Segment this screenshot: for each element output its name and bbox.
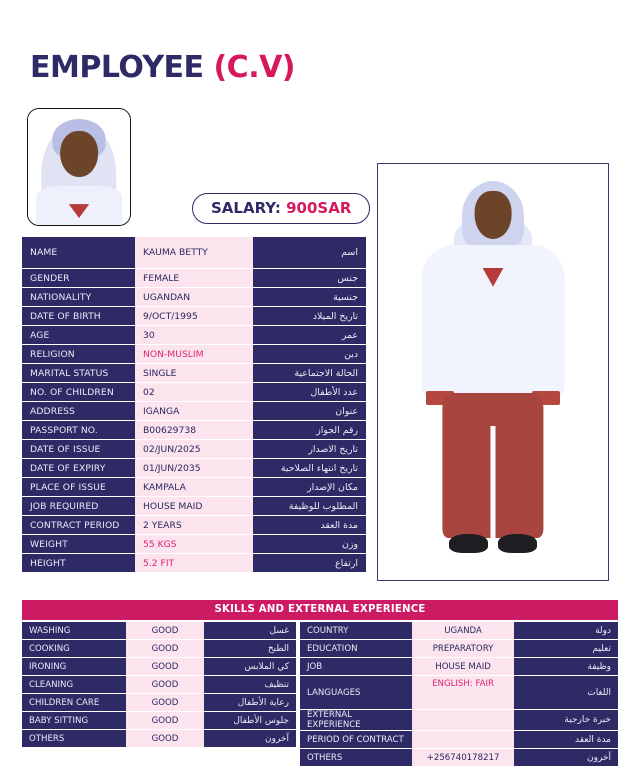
table-row (300, 749, 618, 766)
row-value: +256740178217 (412, 749, 514, 766)
row-label: WASHING (22, 622, 126, 639)
page-title-main: EMPLOYEE (30, 50, 214, 85)
portrait-face-shape (60, 131, 98, 177)
table-row (22, 640, 296, 657)
row-value: 02 (135, 383, 253, 401)
row-label: DATE OF BIRTH (22, 307, 135, 325)
row-label-arabic: مدة العقد (253, 516, 366, 534)
row-label-arabic: مدة العقد (514, 731, 618, 748)
table-row (22, 326, 366, 344)
row-value: 5.2 FIT (135, 554, 253, 572)
portrait-photo (27, 108, 131, 226)
row-label: IRONING (22, 658, 126, 675)
row-label: MARITAL STATUS (22, 364, 135, 382)
row-label-arabic: وظيفة (514, 658, 618, 675)
row-label: EXTERNAL EXPERIENCE (300, 710, 412, 730)
row-label-arabic: عدد الأطفال (253, 383, 366, 401)
row-label: CONTRACT PERIOD (22, 516, 135, 534)
table-row (300, 622, 618, 639)
row-label-arabic: الطبخ (204, 640, 296, 657)
row-value: KAMPALA (135, 478, 253, 496)
row-value: 30 (135, 326, 253, 344)
table-row (22, 459, 366, 477)
row-value: HOUSE MAID (412, 658, 514, 675)
fullbody-leg-gap-shape (490, 426, 495, 538)
row-label: CLEANING (22, 676, 126, 693)
row-label: PLACE OF ISSUE (22, 478, 135, 496)
row-value: GOOD (126, 622, 204, 639)
row-value: 02/JUN/2025 (135, 440, 253, 458)
row-label: OTHERS (300, 749, 412, 766)
row-label: COOKING (22, 640, 126, 657)
row-label-arabic: تاريخ انتهاء الصلاحية (253, 459, 366, 477)
table-row (22, 269, 366, 287)
row-label-arabic: تنظيف (204, 676, 296, 693)
skills-right-column (300, 621, 618, 767)
row-value: GOOD (126, 730, 204, 747)
row-value: GOOD (126, 676, 204, 693)
table-row (22, 288, 366, 306)
row-label: EDUCATION (300, 640, 412, 657)
skills-table-body (22, 622, 296, 747)
row-label-arabic: وزن (253, 535, 366, 553)
table-row (300, 640, 618, 657)
row-value: 01/JUN/2035 (135, 459, 253, 477)
portrait-photo-image (28, 109, 130, 225)
table-row (22, 421, 366, 439)
row-label-arabic: آخرون (514, 749, 618, 766)
fullbody-right-shoe-shape (498, 534, 537, 553)
table-row (22, 622, 296, 639)
row-label-arabic: عنوان (253, 402, 366, 420)
table-row (300, 676, 618, 709)
row-value: 2 YEARS (135, 516, 253, 534)
row-label: DATE OF EXPIRY (22, 459, 135, 477)
salary-label: SALARY: (211, 199, 287, 217)
row-label: NAME (22, 237, 135, 268)
row-label: NO. OF CHILDREN (22, 383, 135, 401)
row-label: LANGUAGES (300, 676, 412, 709)
table-row (300, 658, 618, 675)
skills-section (22, 600, 618, 767)
row-label-arabic: المطلوب للوظيفة (253, 497, 366, 515)
table-row (22, 712, 296, 729)
row-label-arabic: عمر (253, 326, 366, 344)
row-value: GOOD (126, 640, 204, 657)
row-label: GENDER (22, 269, 135, 287)
salary-value: 900SAR (286, 199, 352, 217)
row-value: FEMALE (135, 269, 253, 287)
table-row (22, 554, 366, 572)
table-row (22, 694, 296, 711)
row-label: CHILDREN CARE (22, 694, 126, 711)
row-value: GOOD (126, 658, 204, 675)
table-row (22, 307, 366, 325)
row-value: GOOD (126, 712, 204, 729)
row-label-arabic: مكان الإصدار (253, 478, 366, 496)
row-value: NON-MUSLIM (135, 345, 253, 363)
row-value: HOUSE MAID (135, 497, 253, 515)
row-label-arabic: تاريخ الميلاد (253, 307, 366, 325)
row-label: RELIGION (22, 345, 135, 363)
table-row (22, 516, 366, 534)
row-label: OTHERS (22, 730, 126, 747)
row-label: HEIGHT (22, 554, 135, 572)
row-value: IGANGA (135, 402, 253, 420)
table-row (22, 478, 366, 496)
row-label: AGE (22, 326, 135, 344)
row-label-arabic: الحالة الاجتماعية (253, 364, 366, 382)
table-row (22, 402, 366, 420)
row-label: COUNTRY (300, 622, 412, 639)
fullbody-left-shoe-shape (449, 534, 488, 553)
row-label-arabic: جنسية (253, 288, 366, 306)
row-label-arabic: اسم (253, 237, 366, 268)
table-row (22, 440, 366, 458)
row-label: DATE OF ISSUE (22, 440, 135, 458)
row-label-arabic: تعليم (514, 640, 618, 657)
row-value (412, 731, 514, 748)
page-title-accent: (C.V) (213, 50, 296, 85)
row-label-arabic: تاريخ الاصدار (253, 440, 366, 458)
experience-table-body (300, 622, 618, 766)
table-row (22, 364, 366, 382)
row-label: JOB REQUIRED (22, 497, 135, 515)
table-row (22, 730, 296, 747)
table-row (300, 731, 618, 748)
row-value: GOOD (126, 694, 204, 711)
row-label: BABY SITTING (22, 712, 126, 729)
row-label-arabic: خبرة خارجية (514, 710, 618, 730)
row-label-arabic: دين (253, 345, 366, 363)
row-value: 9/OCT/1995 (135, 307, 253, 325)
row-value: SINGLE (135, 364, 253, 382)
table-row (22, 535, 366, 553)
row-label: NATIONALITY (22, 288, 135, 306)
table-row (300, 710, 618, 730)
table-row (22, 345, 366, 363)
row-label: ADDRESS (22, 402, 135, 420)
row-label-arabic: رعاية الأطفال (204, 694, 296, 711)
row-label-arabic: جلوس الأطفال (204, 712, 296, 729)
row-label: WEIGHT (22, 535, 135, 553)
page-title (30, 50, 295, 85)
full-body-photo (377, 163, 609, 581)
table-row (22, 383, 366, 401)
salary-badge (192, 193, 370, 224)
experience-table (300, 621, 618, 767)
employee-info-table-body (22, 237, 366, 572)
row-value: ENGLISH: FAIR (412, 676, 514, 709)
row-label-arabic: اللغات (514, 676, 618, 709)
table-row (22, 676, 296, 693)
table-row (22, 497, 366, 515)
row-label-arabic: دولة (514, 622, 618, 639)
employee-info-table (22, 236, 366, 573)
table-row (22, 658, 296, 675)
row-label-arabic: جنس (253, 269, 366, 287)
row-label-arabic: آخرون (204, 730, 296, 747)
skills-table (22, 621, 296, 748)
row-value (412, 710, 514, 730)
row-value: PREPARATORY (412, 640, 514, 657)
row-label-arabic: كي الملابس (204, 658, 296, 675)
row-value: 55 KGS (135, 535, 253, 553)
row-value: KAUMA BETTY (135, 237, 253, 268)
row-label: PASSPORT NO. (22, 421, 135, 439)
row-label: PERIOD OF CONTRACT (300, 731, 412, 748)
skills-left-column (22, 621, 296, 767)
table-row (22, 237, 366, 268)
row-label: JOB (300, 658, 412, 675)
row-label-arabic: ارتفاع (253, 554, 366, 572)
fullbody-face-shape (475, 191, 512, 239)
row-value: UGANDA (412, 622, 514, 639)
row-label-arabic: غسل (204, 622, 296, 639)
row-label-arabic: رقم الجواز (253, 421, 366, 439)
skills-section-body (22, 621, 618, 767)
row-value: B00629738 (135, 421, 253, 439)
skills-section-header: SKILLS AND EXTERNAL EXPERIENCE (22, 600, 618, 620)
row-value: UGANDAN (135, 288, 253, 306)
